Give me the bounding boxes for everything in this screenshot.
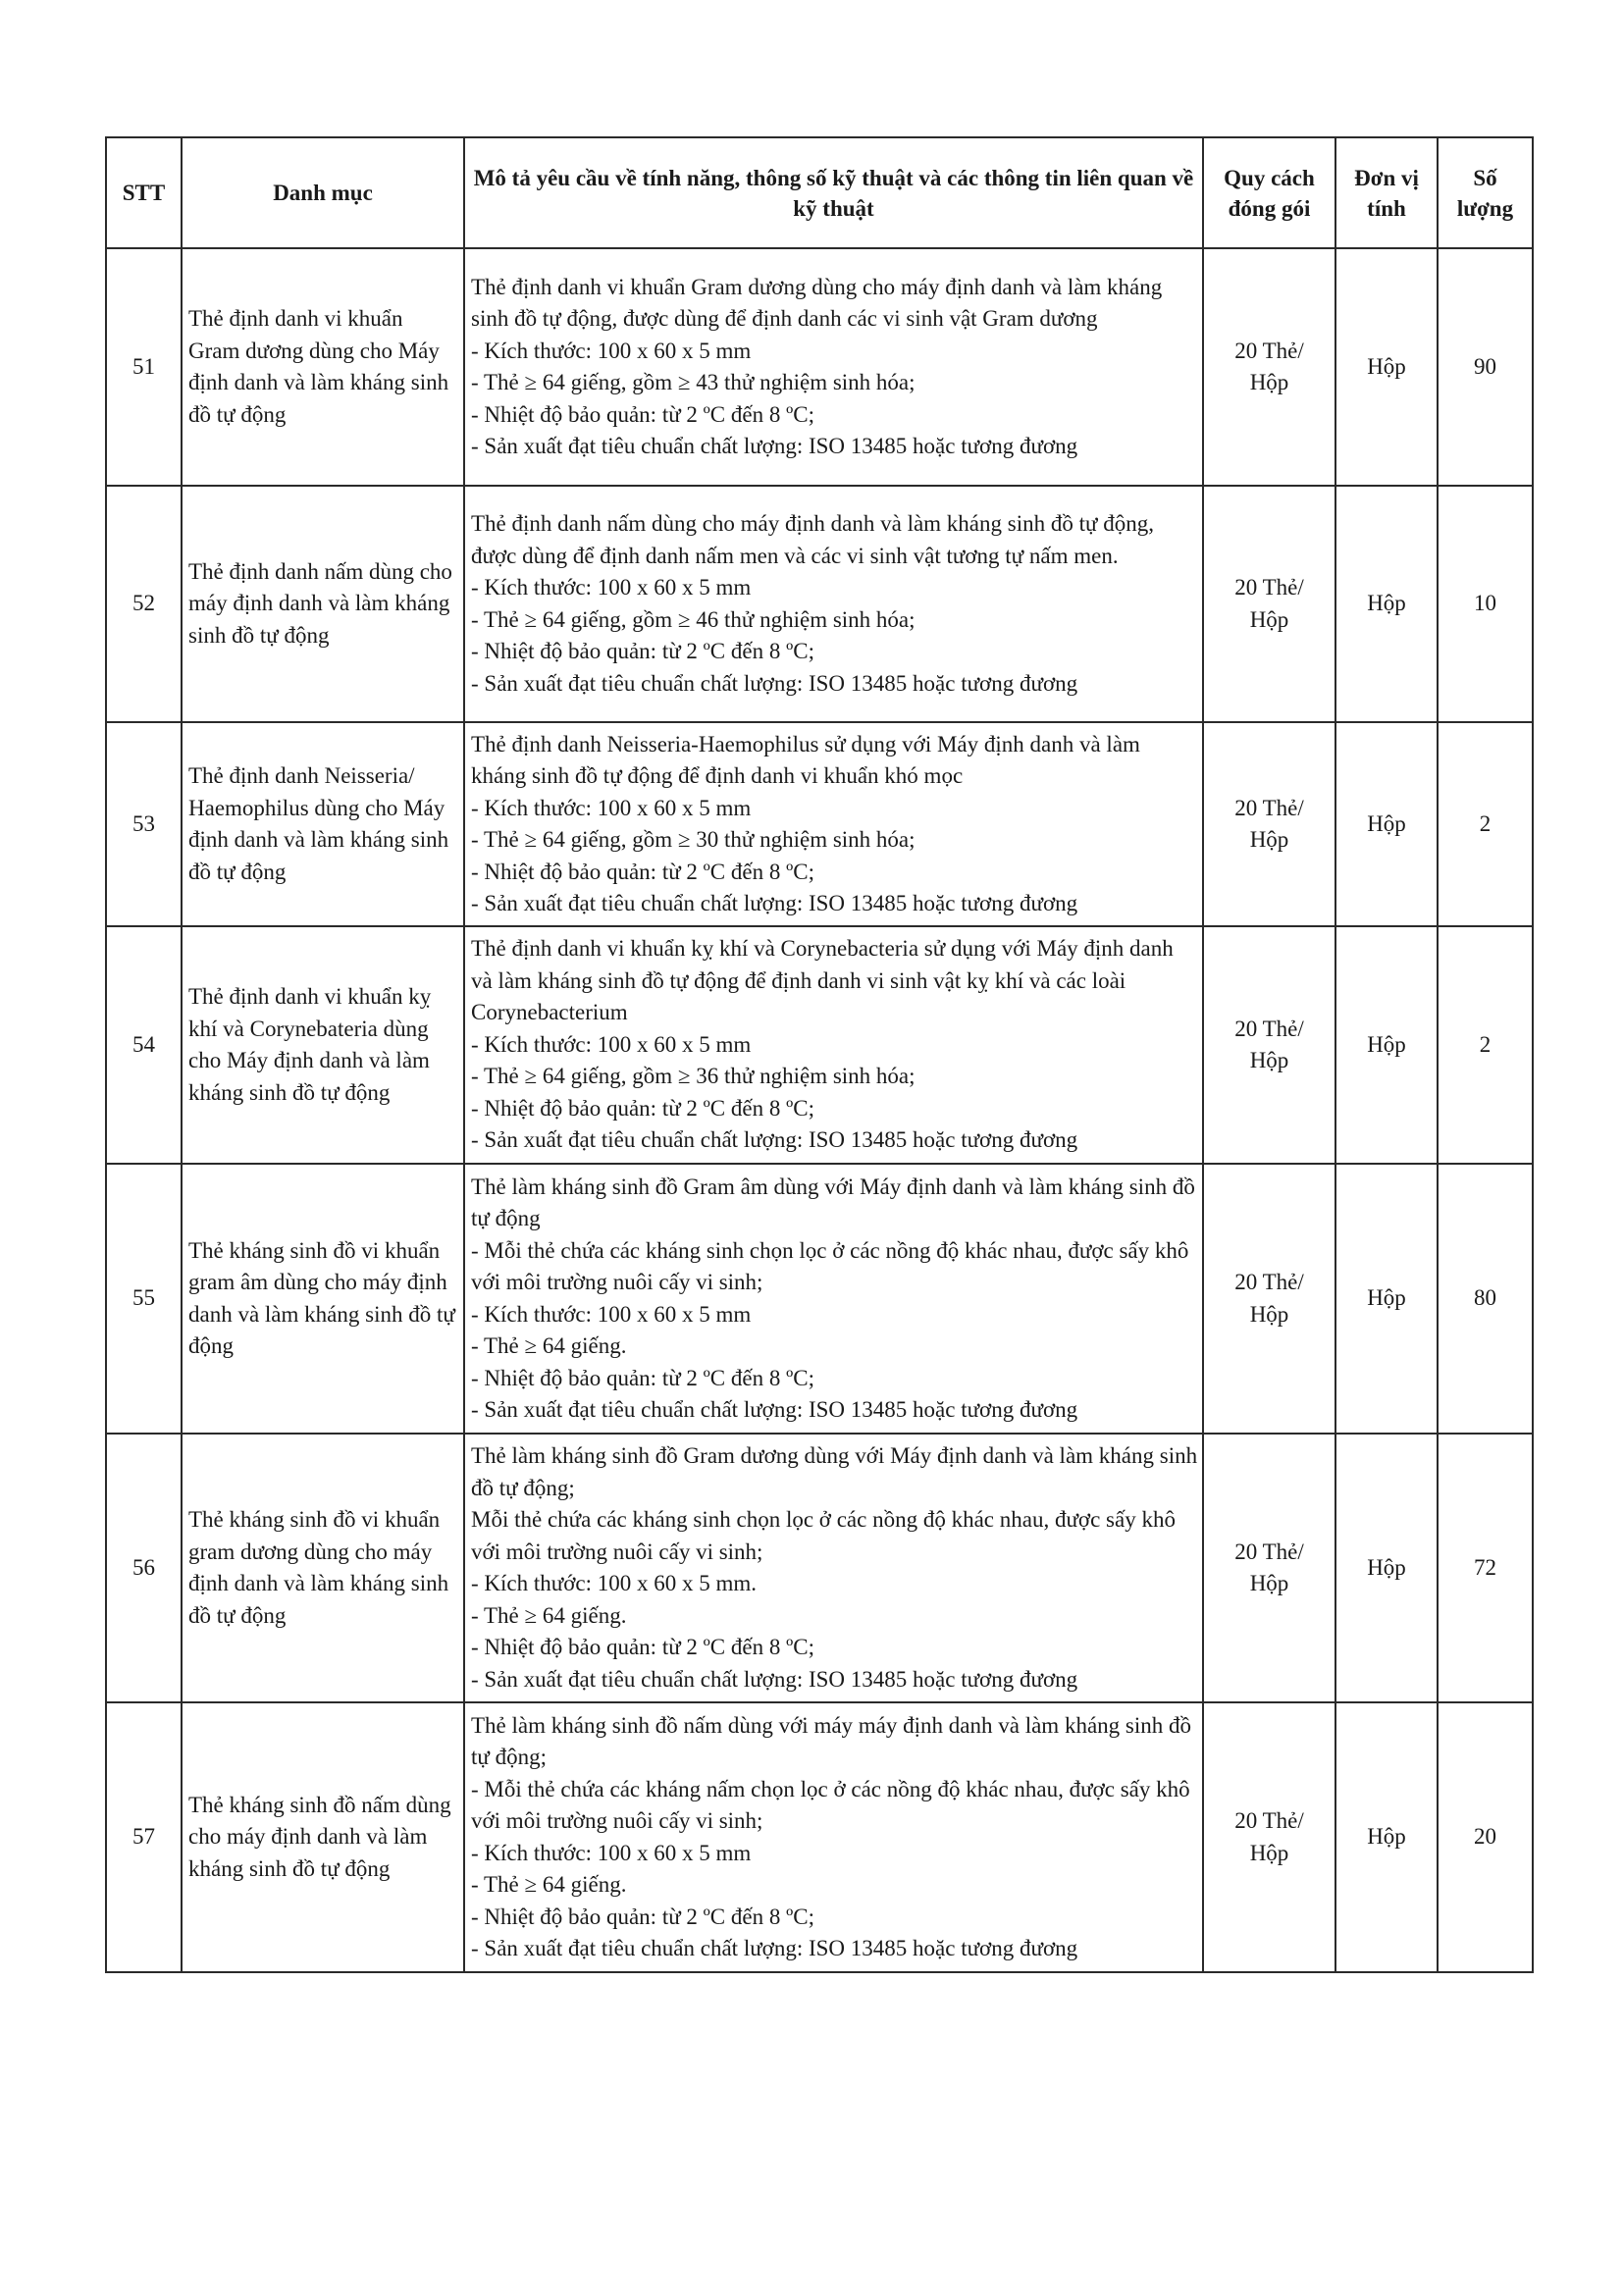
packaging-line: Hộp: [1249, 1048, 1289, 1072]
description-line: - Kích thước: 100 x 60 x 5 mm.: [471, 1571, 758, 1595]
row-stt: 53: [106, 722, 182, 926]
row-stt: 57: [106, 1702, 182, 1972]
table-row: [106, 1164, 1533, 1434]
description-line: Thẻ định danh vi khuẩn kỵ khí và Corynebacteria sử dụng với Máy định danh và làm kháng sinh đồ tự động để định danh vi sinh vật kỵ khí và các loài Corynebacterium: [471, 936, 1174, 1025]
row-category: Thẻ định danh vi khuẩn Gram dương dùng cho Máy định danh và làm kháng sinh đồ tự động: [182, 248, 464, 486]
description-line: - Thẻ ≥ 64 giếng.: [471, 1602, 627, 1628]
description-line: Thẻ làm kháng sinh đồ Gram âm dùng với Máy định danh và làm kháng sinh đồ tự động: [471, 1174, 1195, 1230]
header-description: Mô tả yêu cầu về tính năng, thông số kỹ thuật và các thông tin liên quan về kỹ thuật: [464, 137, 1203, 248]
row-description: [464, 248, 1203, 486]
description-line: - Sản xuất đạt tiêu chuẩn chất lượng: ISO 13485 hoặc tương đương: [471, 1666, 1078, 1692]
packaging-line: 20 Thẻ/: [1234, 575, 1304, 600]
row-unit: Hộp: [1335, 486, 1438, 722]
row-unit: Hộp: [1335, 926, 1438, 1164]
row-description: [464, 486, 1203, 722]
row-description: [464, 1702, 1203, 1972]
row-packaging: [1203, 1434, 1335, 1702]
row-quantity: 80: [1438, 1164, 1533, 1434]
description-line: - Sản xuất đạt tiêu chuẩn chất lượng: ISO 13485 hoặc tương đương: [471, 434, 1078, 458]
description-line: - Mỗi thẻ chứa các kháng nấm chọn lọc ở các nồng độ khác nhau, được sấy khô với môi trường nuôi cấy vi sinh;: [471, 1776, 1190, 1833]
packaging-line: 20 Thẻ/: [1234, 1539, 1304, 1564]
row-quantity: 72: [1438, 1434, 1533, 1702]
packaging-line: Hộp: [1249, 606, 1289, 632]
description-line: - Thẻ ≥ 64 giếng, gồm ≥ 43 thử nghiệm sinh hóa;: [471, 370, 916, 394]
row-stt: 56: [106, 1434, 182, 1702]
description-line: - Thẻ ≥ 64 giếng, gồm ≥ 36 thử nghiệm sinh hóa;: [471, 1064, 916, 1089]
description-line: - Kích thước: 100 x 60 x 5 mm: [471, 1840, 752, 1865]
packaging-line: Hộp: [1249, 827, 1289, 852]
table-row: [106, 248, 1533, 486]
table-row: [106, 1434, 1533, 1702]
row-packaging: [1203, 1164, 1335, 1434]
row-category: Thẻ kháng sinh đồ vi khuẩn gram âm dùng cho máy định danh và làm kháng sinh đồ tự động: [182, 1164, 464, 1434]
description-line: Mỗi thẻ chứa các kháng sinh chọn lọc ở các nồng độ khác nhau, được sấy khô với môi trường nuôi cấy vi sinh;: [471, 1507, 1176, 1564]
description-line: - Nhiệt độ bảo quản: từ 2 ºC đến 8 ºC;: [471, 1904, 814, 1929]
description-line: - Mỗi thẻ chứa các kháng sinh chọn lọc ở các nồng độ khác nhau, được sấy khô với môi trường nuôi cấy vi sinh;: [471, 1237, 1189, 1294]
header-quantity: Số lượng: [1438, 137, 1533, 248]
packaging-line: Hộp: [1249, 1301, 1289, 1327]
description-line: - Sản xuất đạt tiêu chuẩn chất lượng: ISO 13485 hoặc tương đương: [471, 1127, 1078, 1153]
packaging-line: 20 Thẻ/: [1234, 1016, 1304, 1041]
row-category: Thẻ định danh Neisseria/ Haemophilus dùng cho Máy định danh và làm kháng sinh đồ tự động: [182, 722, 464, 926]
specification-table: [105, 136, 1534, 1973]
row-quantity: 10: [1438, 486, 1533, 722]
description-line: - Nhiệt độ bảo quản: từ 2 ºC đến 8 ºC;: [471, 639, 814, 663]
row-category: Thẻ định danh vi khuẩn kỵ khí và Corynebateria dùng cho Máy định danh và làm kháng sinh đồ tự động: [182, 926, 464, 1164]
table-row: [106, 926, 1533, 1164]
packaging-line: 20 Thẻ/: [1234, 1808, 1304, 1833]
description-line: Thẻ làm kháng sinh đồ nấm dùng với máy máy định danh và làm kháng sinh đồ tự động;: [471, 1712, 1191, 1769]
description-line: Thẻ làm kháng sinh đồ Gram dương dùng với Máy định danh và làm kháng sinh đồ tự động;: [471, 1443, 1198, 1500]
row-unit: Hộp: [1335, 248, 1438, 486]
row-unit: Hộp: [1335, 1164, 1438, 1434]
row-quantity: 90: [1438, 248, 1533, 486]
header-category: Danh mục: [182, 137, 464, 248]
row-description: [464, 1164, 1203, 1434]
description-line: - Sản xuất đạt tiêu chuẩn chất lượng: ISO 13485 hoặc tương đương: [471, 891, 1078, 915]
packaging-line: Hộp: [1249, 370, 1289, 394]
table-row: [106, 722, 1533, 926]
description-line: - Sản xuất đạt tiêu chuẩn chất lượng: ISO 13485 hoặc tương đương: [471, 1397, 1078, 1422]
description-line: - Thẻ ≥ 64 giếng, gồm ≥ 46 thử nghiệm sinh hóa;: [471, 606, 916, 632]
packaging-line: 20 Thẻ/: [1234, 1270, 1304, 1294]
description-line: - Kích thước: 100 x 60 x 5 mm: [471, 575, 752, 600]
description-line: - Thẻ ≥ 64 giếng.: [471, 1333, 627, 1358]
row-quantity: 2: [1438, 926, 1533, 1164]
row-stt: 52: [106, 486, 182, 722]
row-description: [464, 1434, 1203, 1702]
row-unit: Hộp: [1335, 1702, 1438, 1972]
row-packaging: [1203, 248, 1335, 486]
row-description: [464, 926, 1203, 1164]
description-line: - Sản xuất đạt tiêu chuẩn chất lượng: ISO 13485 hoặc tương đương: [471, 1936, 1078, 1960]
description-line: - Thẻ ≥ 64 giếng.: [471, 1872, 627, 1897]
description-line: - Kích thước: 100 x 60 x 5 mm: [471, 1031, 752, 1057]
row-category: Thẻ định danh nấm dùng cho máy định danh và làm kháng sinh đồ tự động: [182, 486, 464, 722]
description-line: - Nhiệt độ bảo quản: từ 2 ºC đến 8 ºC;: [471, 1095, 814, 1121]
header-unit: Đơn vị tính: [1335, 137, 1438, 248]
row-packaging: [1203, 722, 1335, 926]
header-stt: STT: [106, 137, 182, 248]
row-unit: Hộp: [1335, 1434, 1438, 1702]
description-line: - Kích thước: 100 x 60 x 5 mm: [471, 338, 752, 363]
row-stt: 54: [106, 926, 182, 1164]
row-quantity: 20: [1438, 1702, 1533, 1972]
row-stt: 55: [106, 1164, 182, 1434]
row-stt: 51: [106, 248, 182, 486]
description-line: - Nhiệt độ bảo quản: từ 2 ºC đến 8 ºC;: [471, 401, 814, 427]
row-category: Thẻ kháng sinh đồ nấm dùng cho máy định danh và làm kháng sinh đồ tự động: [182, 1702, 464, 1972]
packaging-line: 20 Thẻ/: [1234, 338, 1304, 363]
row-packaging: [1203, 1702, 1335, 1972]
description-line: Thẻ định danh vi khuẩn Gram dương dùng cho máy định danh và làm kháng sinh đồ tự động, được dùng để định danh các vi sinh vật Gram dương: [471, 274, 1163, 331]
row-unit: Hộp: [1335, 722, 1438, 926]
table-row: [106, 486, 1533, 722]
description-line: - Nhiệt độ bảo quản: từ 2 ºC đến 8 ºC;: [471, 859, 814, 884]
packaging-line: 20 Thẻ/: [1234, 795, 1304, 820]
description-line: Thẻ định danh Neisseria-Haemophilus sử dụng với Máy định danh và làm kháng sinh đồ tự động để định danh vi khuẩn khó mọc: [471, 731, 1140, 788]
description-line: - Thẻ ≥ 64 giếng, gồm ≥ 30 thử nghiệm sinh hóa;: [471, 827, 916, 852]
packaging-line: Hộp: [1249, 1840, 1289, 1865]
row-packaging: [1203, 926, 1335, 1164]
description-line: - Kích thước: 100 x 60 x 5 mm: [471, 1301, 752, 1327]
row-quantity: 2: [1438, 722, 1533, 926]
row-category: Thẻ kháng sinh đồ vi khuẩn gram dương dùng cho máy định danh và làm kháng sinh đồ tự động: [182, 1434, 464, 1702]
description-line: - Kích thước: 100 x 60 x 5 mm: [471, 795, 752, 820]
table-header-row: [106, 137, 1533, 248]
packaging-line: Hộp: [1249, 1571, 1289, 1595]
description-line: - Nhiệt độ bảo quản: từ 2 ºC đến 8 ºC;: [471, 1365, 814, 1390]
header-packaging: Quy cách đóng gói: [1203, 137, 1335, 248]
row-packaging: [1203, 486, 1335, 722]
table-row: [106, 1702, 1533, 1972]
description-line: Thẻ định danh nấm dùng cho máy định danh và làm kháng sinh đồ tự động, được dùng để định danh nấm men và các vi sinh vật tương tự nấm men.: [471, 511, 1154, 568]
description-line: - Sản xuất đạt tiêu chuẩn chất lượng: ISO 13485 hoặc tương đương: [471, 670, 1078, 696]
description-line: - Nhiệt độ bảo quản: từ 2 ºC đến 8 ºC;: [471, 1635, 814, 1659]
row-description: [464, 722, 1203, 926]
